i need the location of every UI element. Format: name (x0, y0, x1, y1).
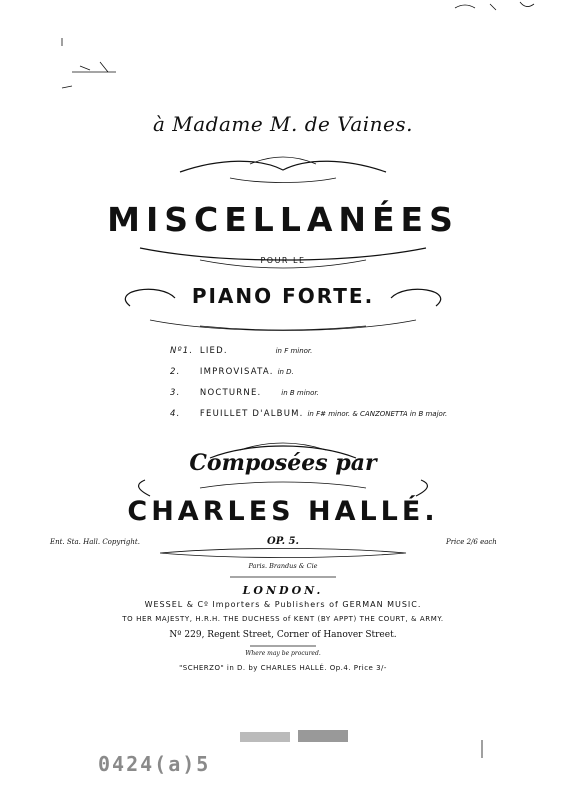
royal-appointment: TO HER MAJESTY, H.R.H. THE DUCHESS of KENT (BY APPT) THE COURT, & ARMY. (122, 615, 444, 623)
piece-name: NOCTURNE. (199, 388, 262, 398)
flourish-ornament-top (0, 150, 566, 190)
city: LONDON. (242, 584, 324, 597)
piece-2 (170, 362, 530, 383)
piece-name: FEUILLET D'ALBUM. (199, 409, 304, 419)
piece-key: in F# minor. & CANZONETTA in B major. (307, 410, 448, 418)
divider-rule (0, 548, 566, 558)
piece-name: IMPROVISATA. (199, 367, 274, 377)
piece-key: in D. (277, 368, 294, 376)
instrument: PIANO FORTE. (191, 284, 375, 308)
piece-4 (170, 404, 530, 425)
opus-number: OP. 5. (267, 536, 299, 547)
where-procured: Where may be procured. (245, 650, 321, 657)
top-marks (0, 0, 566, 100)
publisher-address: Nº 229, Regent Street, Corner of Hanover Street. (169, 630, 397, 640)
divider-rule (0, 572, 566, 582)
composees-par: Composées par (189, 450, 377, 476)
piece-number: Nº1. (170, 346, 194, 356)
piece-number: 2. (170, 367, 181, 377)
piece-number: 4. (170, 409, 181, 419)
piece-3 (170, 383, 530, 404)
publisher: WESSEL & Cº Importers & Publishers of GERMAN MUSIC. (144, 600, 422, 609)
piece-name: LIED. (199, 346, 228, 356)
dedication: à Madame M. de Vaines. (152, 112, 414, 136)
divider-rule (0, 642, 566, 650)
margin-mark (470, 738, 500, 768)
price: Price 2/6 each (446, 538, 497, 546)
piece-1 (170, 341, 530, 362)
pieces-list (170, 341, 530, 425)
piece-key: in F minor. (275, 347, 313, 355)
entered-stationers-hall: Ent. Sta. Hall. Copyright. (50, 538, 140, 546)
library-stamp-mark (230, 728, 360, 748)
piece-number: 3. (170, 388, 181, 398)
pour-le: POUR LE (260, 256, 306, 265)
title: MISCELLANÉES (107, 200, 459, 239)
composer-name: CHARLES HALLÉ. (127, 496, 439, 527)
advertised-work: "SCHERZO" in D. by CHARLES HALLÉ. Op.4. Price 3/- (179, 664, 387, 672)
piece-key: in B minor. (281, 389, 319, 397)
paris-publisher: Paris. Brandus & Cie (248, 562, 318, 570)
catalog-number: 0424(a)5 (98, 752, 211, 776)
